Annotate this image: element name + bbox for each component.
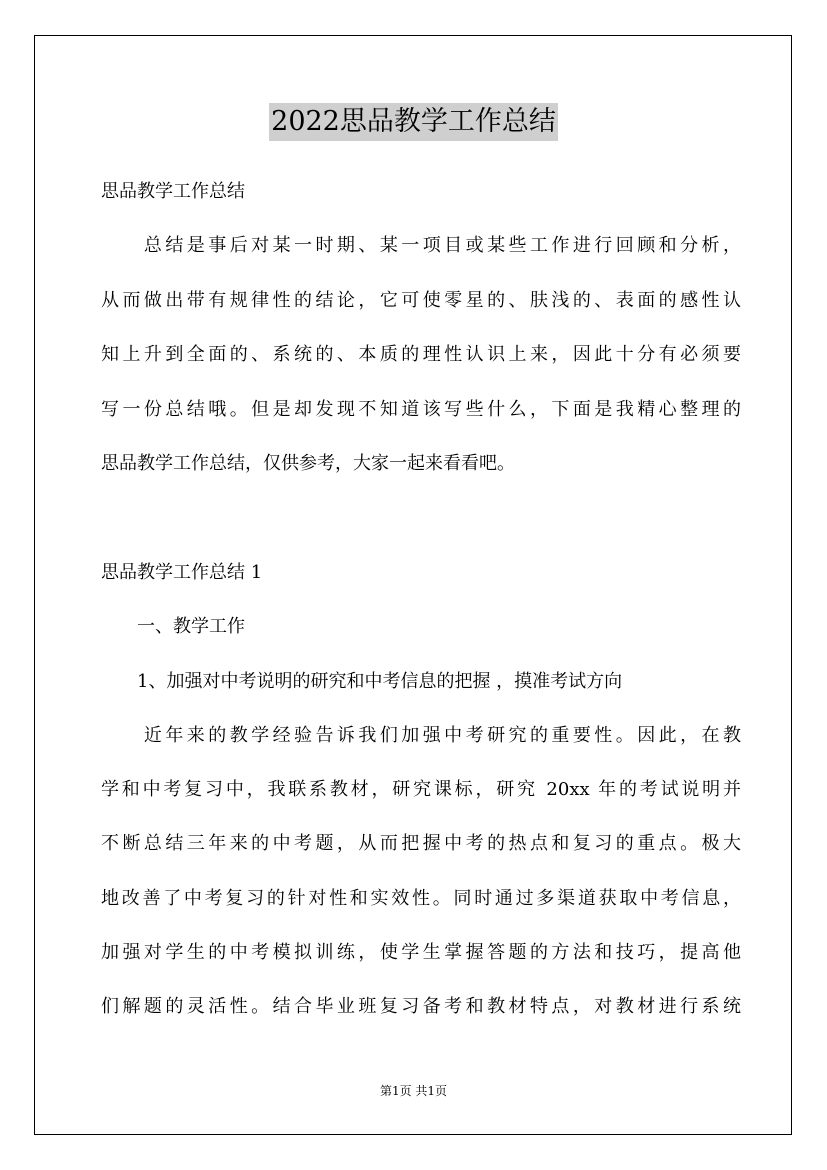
body-line-2: 学和中考复习中，我联系教材，研究课标，研究 20xx 年的考试说明并 (101, 779, 741, 800)
body-line-6: 们解题的灵活性。结合毕业班复习备考和教材特点，对教材进行系统 (101, 996, 741, 1017)
intro-line-4: 写一份总结哦。但是却发现不知道该写些什么，下面是我精心整理的 (101, 399, 741, 420)
page-footer: 第1页 共1页 (379, 1084, 448, 1098)
title-container (0, 103, 827, 141)
document-title: 2022思品教学工作总结 (269, 103, 558, 141)
body-line-5: 加强对学生的中考模拟训练，使学生掌握答题的方法和技巧，提高他 (101, 942, 741, 963)
body-line-4: 地改善了中考复习的针对性和实效性。同时通过多渠道获取中考信息， (101, 888, 741, 909)
heading-item-1: 1、加强对中考说明的研究和中考信息的把握 ，摸准考试方向 (101, 671, 623, 692)
body-line-3: 不断总结三年来的中考题，从而把握中考的热点和复习的重点。极大 (101, 833, 741, 854)
intro-line-1: 总结是事后对某一时期、某一项目或某些工作进行回顾和分析， (101, 235, 741, 256)
intro-line-2: 从而做出带有规律性的结论，它可使零星的、肤浅的、表面的感性认 (101, 290, 741, 311)
subtitle: 思品教学工作总结 (101, 181, 245, 202)
body-line-1: 近年来的教学经验告诉我们加强中考研究的重要性。因此，在教 (101, 725, 741, 746)
intro-line-3: 知上升到全面的、系统的、本质的理性认识上来，因此十分有必须要 (101, 344, 741, 365)
section-title: 思品教学工作总结 1 (101, 562, 263, 583)
intro-line-5: 思品教学工作总结，仅供参考，大家一起来看看吧。 (101, 453, 515, 474)
heading-teaching-work: 一、教学工作 (101, 616, 245, 637)
